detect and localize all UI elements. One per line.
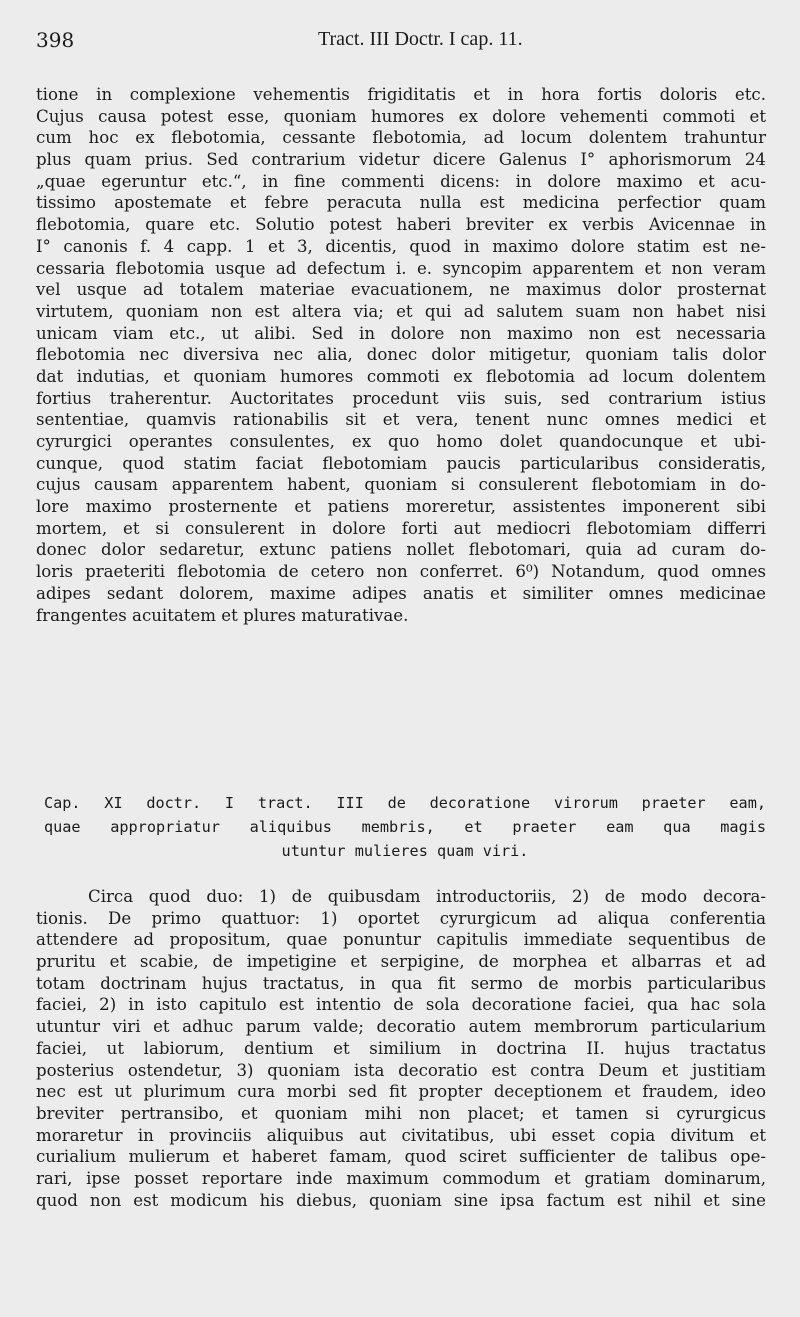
text-line: totam doctrinam hujus tractatus, in qua fit sermo de morbis particularibus [36, 973, 766, 993]
text-line: I° canonis f. 4 capp. 1 et 3, dicentis, quod in maximo dolore statim est ne- [36, 236, 766, 256]
text-line: faciei, ut labiorum, dentium et similium in doctrina II. hujus tractatus [36, 1038, 766, 1058]
text-line: loris praeteriti flebotomia de cetero non conferret. 6⁰) Notandum, quod omnes [36, 562, 766, 582]
text-line: utuntur viri et adhuc parum valde; decoratio autem membrorum particularium [36, 1017, 766, 1037]
text-line: Cujus causa potest esse, quoniam humores ex dolore vehementi commoti et [36, 106, 766, 126]
text-line: cujus causam apparentem habent, quoniam si consulerent flebotomiam in do- [36, 475, 766, 495]
text-line: pruritu et scabie, de impetigine et serpigine, de morphea et albarras et ad [36, 952, 766, 972]
heading-line: utuntur mulieres quam viri. [281, 842, 529, 860]
text-line: dat indutias, et quoniam humores commoti ex flebotomia ad locum dolentem [36, 366, 766, 386]
text-line: attendere ad propositum, quae ponuntur capitulis immediate sequentibus de [36, 930, 766, 950]
text-line: tissimo apostemate et febre peracuta nulla est medicina perfectior quam [36, 193, 766, 213]
text-line: breviter pertransibo, et quoniam mihi non placet; et tamen si cyrurgicus [36, 1103, 766, 1123]
chapter-heading [44, 791, 766, 863]
text-line: moraretur in provinciis aliquibus aut civitatibus, ubi esset copia divitum et [36, 1125, 766, 1145]
text-line: vel usque ad totalem materiae evacuationem, ne maximus dolor prosternat [36, 280, 766, 300]
text-line: mortem, et si consulerent in dolore forti aut mediocri flebotomiam differri [36, 518, 766, 538]
text-line: sententiae, quamvis rationabilis sit et vera, tenent nunc omnes medici et [36, 410, 766, 430]
text-line: quod non est modicum his diebus, quoniam sine ipsa factum est nihil et sine [36, 1190, 766, 1210]
text-line: curialium mulierum et haberet famam, quod sciret sufficienter de talibus ope- [36, 1147, 766, 1167]
heading-line: Cap. XI doctr. I tract. III de decoratione virorum praeter eam, [44, 794, 766, 812]
text-line: cyrurgici operantes consulentes, ex quo homo dolet quandocunque et ubi- [36, 432, 766, 451]
text-line: virtutem, quoniam non est altera via; et qui ad salutem suam non habet nisi [36, 301, 766, 321]
page-header [36, 28, 764, 58]
paragraph-2 [36, 886, 766, 1211]
text-line: „quae egeruntur etc.“, in fine commenti dicens: in dolore maximo et acu- [36, 171, 766, 191]
text-line: nec est ut plurimum cura morbi sed fit propter deceptionem et fraudem, ideo [36, 1082, 766, 1102]
text-line: posterius ostendetur, 3) quoniam ista decoratio est contra Deum et justitiam [36, 1060, 766, 1080]
text-line: cunque, quod statim faciat flebotomiam paucis particularibus consideratis, [36, 453, 766, 473]
text-line: lore maximo prosternente et patiens moreretur, assistentes imponerent sibi [36, 497, 766, 517]
text-line: unicam viam etc., ut alibi. Sed in dolore non maximo non est necessaria [36, 323, 766, 343]
text-line: plus quam prius. Sed contrarium videtur dicere Galenus I° aphorismorum 24 [36, 150, 766, 170]
text-line: tionis. De primo quattuor: 1) oportet cyrurgicum ad aliqua conferentia [36, 908, 766, 928]
paragraph-1 [36, 84, 766, 626]
text-line: cum hoc ex flebotomia, cessante flebotomia, ad locum dolentem trahuntur [36, 128, 766, 148]
text-line: faciei, 2) in isto capitulo est intentio de sola decoratione faciei, qua hac sola [36, 995, 766, 1015]
text-line: Circa quod duo: 1) de quibusdam introductoriis, 2) de modo decora- [88, 887, 766, 906]
running-head: Tract. III Doctr. I cap. 11. [318, 28, 523, 50]
text-line: tione in complexione vehementis frigiditatis et in hora fortis doloris etc. [36, 85, 766, 104]
text-line: adipes sedant dolorem, maxime adipes anatis et similiter omnes medicinae [36, 583, 766, 603]
text-line: rari, ipse posset reportare inde maximum commodum et gratiam dominarum, [36, 1168, 766, 1188]
text-line: fortius traherentur. Auctoritates procedunt viis suis, sed contrarium istius [36, 388, 766, 408]
text-line: donec dolor sedaretur, extunc patiens nollet flebotomari, quia ad curam do- [36, 540, 766, 560]
heading-line: quae appropriatur aliquibus membris, et praeter eam qua magis [44, 818, 766, 836]
text-line: flebotomia, quare etc. Solutio potest haberi breviter ex verbis Avicennae in [36, 215, 766, 235]
text-line: flebotomia nec diversiva nec alia, donec dolor mitigetur, quoniam talis dolor [36, 345, 766, 365]
text-line: cessaria flebotomia usque ad defectum i. e. syncopim apparentem et non veram [36, 258, 766, 278]
text-line: frangentes acuitatem et plures maturativae. [36, 605, 409, 625]
page-number: 398 [36, 28, 75, 52]
